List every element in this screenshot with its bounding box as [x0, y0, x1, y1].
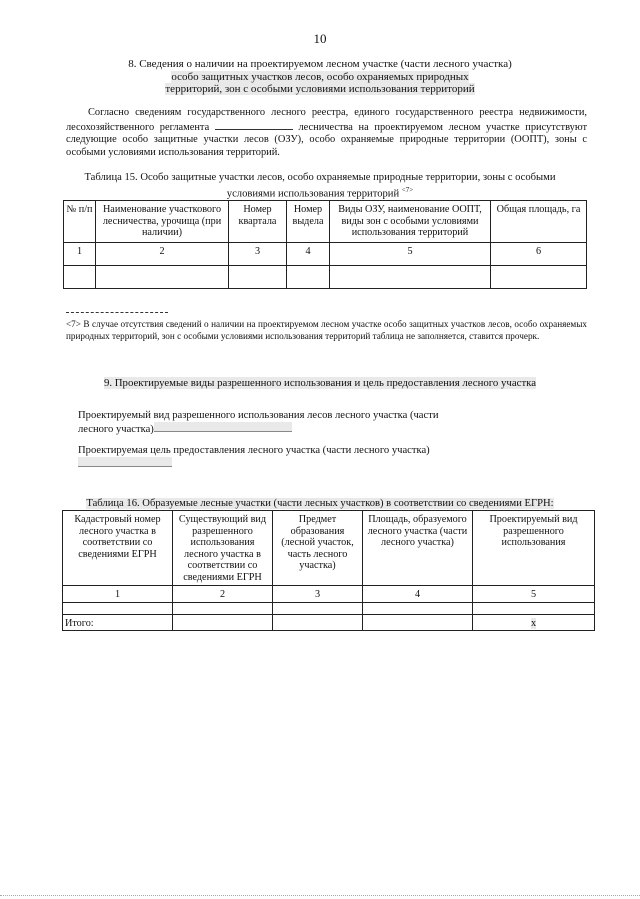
planned-purpose-label: Проектируемая цель предоставления лесного участка (части лесного участка)	[78, 445, 430, 456]
table-cell	[273, 614, 363, 631]
section-9-heading: 9. Проектируемые виды разрешенного использования и цель предоставления лесного участка	[103, 377, 537, 389]
table-cell[interactable]	[287, 265, 330, 288]
table-cell[interactable]	[173, 602, 273, 614]
table-cell: 5	[473, 586, 595, 603]
table-header-cell: Номер квартала	[229, 201, 287, 243]
table-row	[64, 265, 587, 288]
forestry-name-blank[interactable]	[215, 120, 293, 130]
page-number: 10	[313, 31, 327, 46]
table-cell	[173, 614, 273, 631]
table-cell: 3	[229, 242, 287, 265]
planned-use-input[interactable]	[154, 422, 292, 432]
table-cell[interactable]	[330, 265, 491, 288]
table-cell: 6	[491, 242, 587, 265]
table-row	[63, 602, 595, 614]
table-cell: 4	[363, 586, 473, 603]
table-header-cell: Номер выдела	[287, 201, 330, 243]
planned-use-label: Проектируемый вид разрешенного использования лесов лесного участка (части	[78, 410, 439, 421]
table-cell: 2	[173, 586, 273, 603]
table-15-caption: Таблица 15. Особо защитные участки лесов, особо охраняемые природные территории, зоны с особыми условиями использования территорий $^{<7>}$	[84, 172, 556, 200]
table-16	[62, 510, 595, 631]
table-header-cell: Существующий вид разрешенного использования лесного участка в соответствии со сведениями ЕГРН	[173, 511, 273, 586]
table-header-cell: Виды ОЗУ, наименование ООПТ, виды зон с особыми условиями использования территорий	[330, 201, 491, 243]
total-value: x	[473, 614, 595, 631]
table-header-row	[63, 511, 595, 586]
table-cell[interactable]	[363, 602, 473, 614]
table-cell[interactable]	[96, 265, 229, 288]
table-header-cell: Кадастровый номер лесного участка в соответствии со сведениями ЕГРН	[63, 511, 173, 586]
table-header-cell: Предмет образования (лесной участок, часть лесного участка)	[273, 511, 363, 586]
table-cell[interactable]	[229, 265, 287, 288]
table-header-cell: Наименование участкового лесничества, урочища (при наличии)	[96, 201, 229, 243]
page-bottom-edge	[0, 895, 640, 896]
table-cell: 4	[287, 242, 330, 265]
table-cell[interactable]	[273, 602, 363, 614]
total-label: Итого:	[63, 614, 173, 631]
table-cell[interactable]	[63, 602, 173, 614]
table-cell: 2	[96, 242, 229, 265]
section-8-heading	[60, 58, 580, 96]
table-header-cell: № п/п	[64, 201, 96, 243]
table-15	[63, 200, 587, 289]
footnote: <7> В случае отсутствия сведений о наличии на проектируемом лесном участке особо защитных участков лесов, особо охраняемых природных территорий, зон с особыми условиями использования территорий таблица не заполняется, ставится прочерк.	[66, 319, 587, 342]
table-number-row	[64, 242, 587, 265]
section-8-paragraph: Согласно сведениям государственного лесного реестра, единого государственного реестра недвижимости, лесохозяйственного регламента лесничества на проектируемом лесном участке присутствуют следующие особо защитные участки лесов (ОЗУ), особо охраняемые природные территории (ООПТ), зоны с особыми условиями использования территорий.	[66, 107, 587, 158]
table-cell: 1	[63, 586, 173, 603]
table-cell[interactable]	[473, 602, 595, 614]
table-header-cell: Проектируемый вид разрешенного использования	[473, 511, 595, 586]
table-header-cell: Общая площадь, га	[491, 201, 587, 243]
table-cell: 5	[330, 242, 491, 265]
table-total-row	[63, 614, 595, 631]
section-8-heading-line: 8. Сведения о наличии на проектируемом лесном участке (части лесного участка)	[128, 58, 512, 70]
section-8-heading-line: территорий, зон с особыми условиями использования территорий	[165, 83, 475, 95]
table-header-row	[64, 201, 587, 243]
table-header-cell: Площадь, образуемого лесного участка (части лесного участка)	[363, 511, 473, 586]
footnote-separator	[66, 312, 168, 313]
table-cell	[363, 614, 473, 631]
planned-use-field	[78, 409, 558, 436]
section-8-heading-line: особо защитных участков лесов, особо охраняемых природных	[171, 70, 469, 83]
table-cell[interactable]	[64, 265, 96, 288]
planned-purpose-field	[78, 444, 558, 471]
table-number-row	[63, 586, 595, 603]
table-cell[interactable]	[491, 265, 587, 288]
table-cell: 3	[273, 586, 363, 603]
table-16-caption: Таблица 16. Образуемые лесные участки (части лесных участков) в соответствии со сведениями ЕГРН:	[86, 498, 554, 509]
planned-use-label-cont: лесного участка)	[78, 424, 154, 435]
planned-purpose-input[interactable]	[78, 457, 172, 467]
table-cell: 1	[64, 242, 96, 265]
